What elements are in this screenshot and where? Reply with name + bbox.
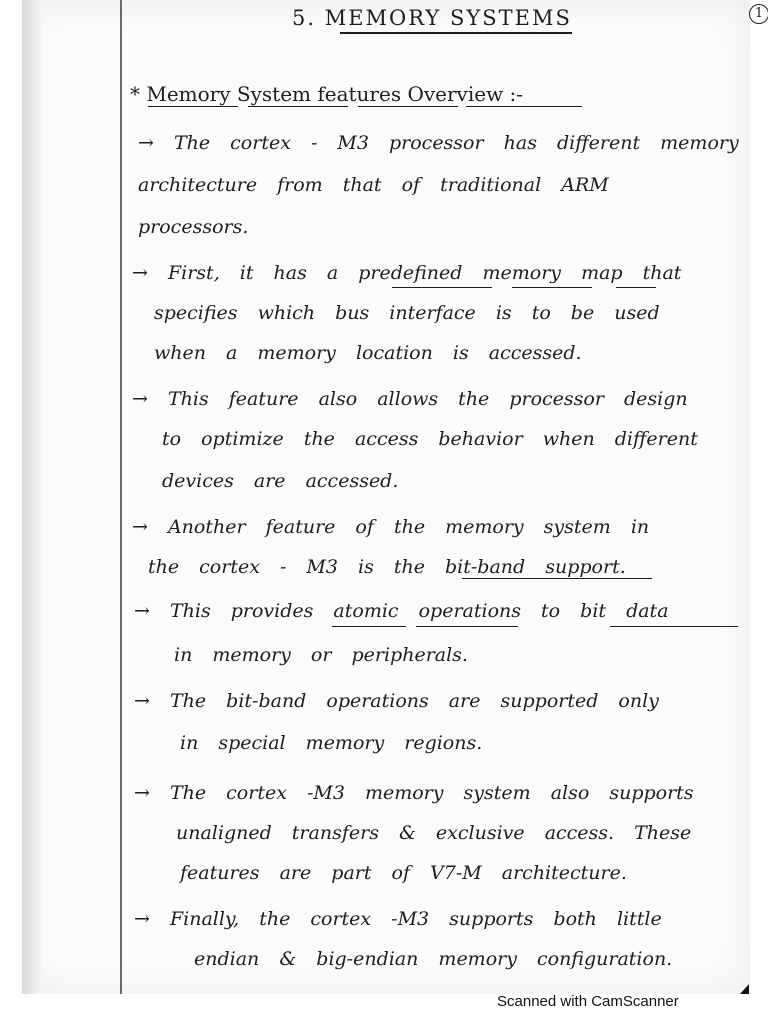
text-line: processors. bbox=[138, 216, 249, 238]
text-line: architecture from that of traditional ARM bbox=[138, 174, 609, 196]
heading-underline bbox=[248, 106, 348, 107]
text-line: → First, it has a predefined memory map that bbox=[132, 262, 682, 284]
text-line: in special memory regions. bbox=[180, 732, 483, 754]
text-line: → This provides atomic operations to bit data bbox=[134, 600, 669, 622]
text-line: → This feature also allows the processor design bbox=[132, 388, 688, 410]
heading-underline bbox=[358, 106, 458, 107]
text-line: the cortex - M3 is the bit-band support. bbox=[148, 556, 626, 578]
text-line: → Finally, the cortex -M3 supports both little bbox=[134, 908, 662, 930]
title-underline bbox=[340, 32, 572, 34]
scanner-watermark: Scanned with CamScanner bbox=[497, 993, 679, 1010]
text-line: features are part of V7-M architecture. bbox=[180, 862, 627, 884]
section-heading: * Memory System features Overview :- bbox=[130, 82, 524, 106]
corner-mark bbox=[740, 984, 749, 994]
text-line: → Another feature of the memory system in bbox=[132, 516, 650, 538]
text-line: → The cortex - M3 processor has different memory bbox=[138, 132, 739, 154]
text-line: in memory or peripherals. bbox=[174, 644, 468, 666]
underline-atomic bbox=[332, 626, 406, 627]
underline-bit-band-support bbox=[462, 578, 652, 579]
underline-memory bbox=[512, 287, 592, 288]
heading-underline bbox=[466, 106, 582, 107]
text-line: to optimize the access behavior when different bbox=[162, 428, 698, 450]
underline-operations bbox=[416, 626, 518, 627]
underline-map bbox=[616, 287, 656, 288]
page-title: 5. MEMORY SYSTEMS bbox=[292, 6, 572, 30]
text-line: unaligned transfers & exclusive access. These bbox=[176, 822, 692, 844]
text-line: → The cortex -M3 memory system also supports bbox=[134, 782, 694, 804]
underline-bit-data bbox=[610, 626, 738, 627]
text-line: when a memory location is accessed. bbox=[154, 342, 582, 364]
notebook-page bbox=[22, 0, 764, 994]
margin-line bbox=[120, 0, 122, 994]
page-binding-edge bbox=[22, 0, 42, 994]
text-line: specifies which bus interface is to be used bbox=[154, 302, 660, 324]
text-line: devices are accessed. bbox=[162, 470, 399, 492]
underline-predefined bbox=[392, 287, 492, 288]
heading-underline bbox=[148, 106, 238, 107]
text-line: → The bit-band operations are supported only bbox=[134, 690, 659, 712]
page-number: 1 bbox=[749, 4, 768, 24]
text-line: endian & big-endian memory configuration. bbox=[194, 948, 673, 970]
